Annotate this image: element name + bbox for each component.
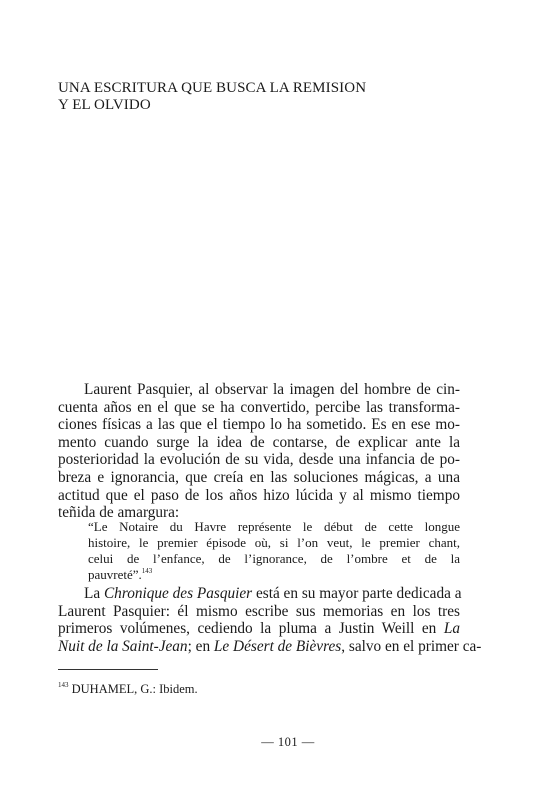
block-quote xyxy=(88,519,460,583)
quote-line: celui de l’enfance, de l’ignorance, de l’ombre et de la xyxy=(88,551,460,566)
paragraph-1-line: breza e ignorancia, que creía en las soluciones mágicas, a una xyxy=(58,468,460,486)
quote-last-line xyxy=(88,567,460,583)
page-number: — 101 — xyxy=(261,735,315,749)
paragraph-1-line: ciones físicas a las que el tiempo lo ha sometido. Es en ese mo- xyxy=(58,416,460,434)
book-title: Le Désert de Bièvres xyxy=(213,637,342,655)
paragraph-2-line: Laurent Pasquier: él mismo escribe sus memorias en los tres xyxy=(58,602,460,620)
book-title: Chronique des Pasquier xyxy=(103,585,253,602)
quote-line: “Le Notaire du Havre représente le début de cette longue xyxy=(88,519,460,534)
paragraph-2-line xyxy=(58,637,482,656)
text-span: está en su mayor parte dedicada a xyxy=(252,585,462,602)
paragraph-1-line: teñida de amargura: xyxy=(58,504,180,522)
text-span: , salvo en el primer ca- xyxy=(341,637,482,655)
paragraph-1 xyxy=(58,381,460,522)
footnote-number: 143 xyxy=(58,681,69,689)
paragraph-1-line: actitud que el paso de los años hizo lúcida y al mismo tiempo xyxy=(58,486,460,504)
paragraph-1-line: mento cuando surge la idea de contarse, de explicar ante la xyxy=(58,433,460,451)
book-title: Nuit de la Saint-Jean xyxy=(58,637,188,655)
paragraph-1-line: posterioridad la evolución de su vida, desde una infancia de po- xyxy=(58,451,460,469)
section-heading xyxy=(58,80,438,114)
section-heading-line-2: Y EL OLVIDO xyxy=(58,97,151,113)
quote-line: histoire, le premier épisode où, si l’on veut, le premier chant, xyxy=(88,535,460,550)
footnote xyxy=(58,682,198,697)
text-span: ; en xyxy=(187,637,214,655)
quote-line-text: pauvreté”. xyxy=(88,567,142,582)
text-span: primeros volúmenes, cediendo la pluma a Justin Weill en xyxy=(58,620,444,638)
paragraph-2-line xyxy=(58,620,460,638)
paragraph-1-line: cuenta años en el que se ha convertido, percibe las transforma- xyxy=(58,398,460,416)
footnote-text: DUHAMEL, G.: Ibidem. xyxy=(68,682,198,696)
section-heading-line-1: UNA ESCRITURA QUE BUSCA LA REMISION xyxy=(58,80,367,96)
paragraph-1-line: Laurent Pasquier, al observar la imagen del hombre de cin- xyxy=(84,381,460,398)
text-span: La xyxy=(84,585,104,602)
book-title: La xyxy=(443,620,460,638)
footnote-reference: 143 xyxy=(141,567,153,575)
footnote-divider xyxy=(58,669,158,670)
paragraph-2 xyxy=(58,585,482,655)
paragraph-2-line xyxy=(58,585,460,603)
